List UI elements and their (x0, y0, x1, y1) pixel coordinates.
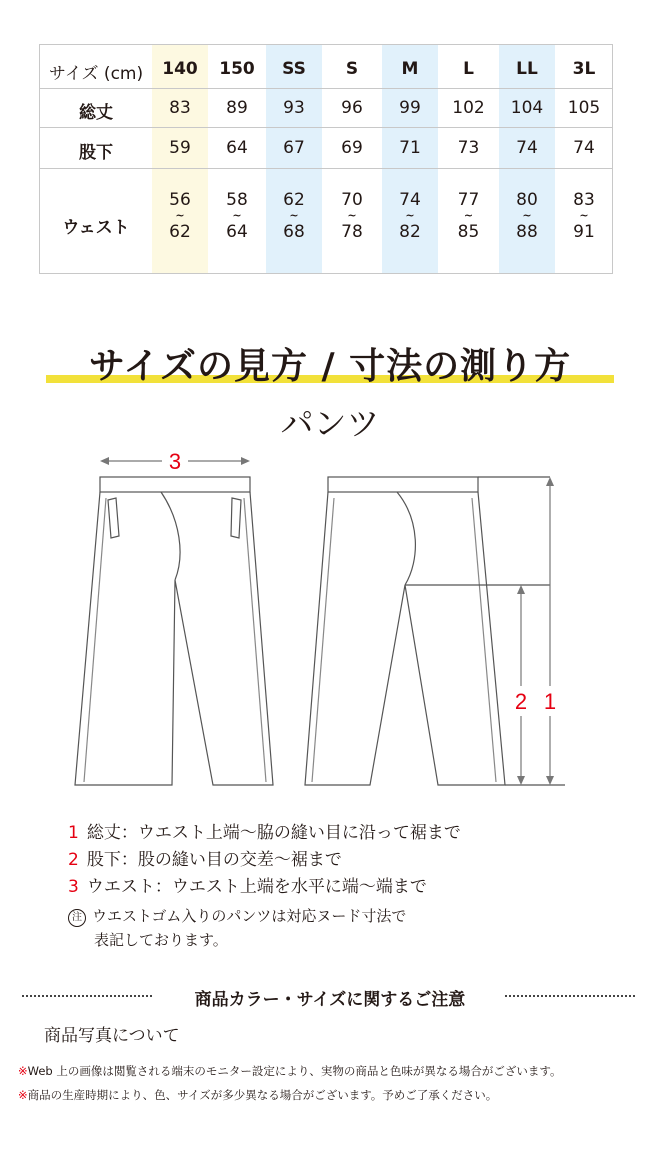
table-cell-range (438, 190, 499, 242)
dimension-3-label: 3 (168, 449, 182, 474)
legend-number: 2 (68, 850, 79, 870)
range-max: 85 (457, 222, 480, 242)
dimension-2-label: 2 (514, 689, 528, 714)
note-line-2: 表記しております。 (94, 931, 228, 949)
range-min: 62 (283, 190, 305, 210)
table-cell-range (152, 190, 208, 242)
table-corner-label: サイズ (cm) (48, 64, 144, 84)
dimension-2-arrow (514, 585, 528, 785)
dimension-1-arrow (543, 477, 557, 785)
table-cell: 74 (573, 138, 595, 158)
pants-front-illustration (75, 477, 273, 785)
legend-item-inseam (68, 845, 342, 870)
range-min: 77 (457, 190, 480, 210)
table-cell: 64 (226, 138, 248, 158)
range-mark: ~ (347, 209, 357, 222)
table-cell-range (322, 190, 382, 242)
range-mark: ~ (232, 209, 242, 222)
row-label-waist: ウェスト (62, 218, 130, 238)
range-max: 68 (283, 222, 305, 242)
fine-print-text: 商品の生産時期により、色、サイズが多少異なる場合がございます。予めご了承ください。 (27, 1088, 498, 1102)
legend-text: ウエスト：ウエスト上端を水平に端〜端まで (86, 877, 427, 897)
table-cell: 105 (567, 98, 601, 118)
range-mark: ~ (579, 209, 589, 222)
table-cell: 89 (226, 98, 248, 118)
table-cell: 93 (283, 98, 305, 118)
notice-heading: 商品カラー・サイズに関するご注意 (194, 990, 466, 1010)
notice-mark: ※ (18, 1088, 28, 1102)
fine-print-size (18, 1087, 497, 1103)
range-mark: ~ (463, 209, 474, 222)
legend-item-total-length (68, 818, 461, 843)
table-cell-range (208, 190, 266, 242)
range-min: 74 (399, 190, 421, 210)
range-max: 64 (226, 222, 248, 242)
notice-mark: ※ (18, 1064, 28, 1078)
legend-text: 股下：股の縫い目の交差〜裾まで (86, 850, 342, 870)
table-cell-range (382, 190, 438, 242)
measurement-note (68, 904, 406, 952)
dimension-1-label: 1 (543, 689, 557, 714)
table-cell: 96 (341, 98, 363, 118)
range-max: 78 (341, 222, 363, 242)
guide-subtitle: パンツ (280, 404, 380, 443)
row-label-total-length: 総丈 (79, 103, 113, 123)
row-divider (40, 168, 612, 169)
range-mark: ~ (522, 209, 532, 222)
legend-number: 3 (68, 877, 79, 897)
guide-title: サイズの見方 / 寸法の測り方 (88, 346, 572, 387)
range-mark: ~ (289, 209, 299, 222)
legend-number: 1 (68, 823, 79, 843)
range-max: 91 (573, 222, 595, 242)
size-header: M (401, 59, 419, 79)
range-max: 82 (399, 222, 421, 242)
pants-back-illustration (305, 477, 505, 785)
table-cell-range (499, 190, 555, 242)
table-cell: 69 (341, 138, 363, 158)
table-cell: 74 (516, 138, 538, 158)
size-header: SS (282, 59, 306, 79)
table-cell: 99 (399, 98, 421, 118)
size-header: 140 (162, 59, 198, 79)
fine-print-color (18, 1063, 561, 1079)
table-cell: 102 (452, 98, 485, 118)
range-max: 88 (516, 222, 538, 242)
row-divider (40, 127, 612, 128)
table-cell: 104 (510, 98, 544, 118)
note-mark: 注 (68, 909, 86, 927)
table-cell: 59 (169, 138, 191, 158)
size-header: 150 (219, 59, 255, 79)
range-min: 83 (573, 190, 595, 210)
range-min: 80 (516, 190, 538, 210)
size-header: LL (516, 59, 538, 79)
fine-print-text: Web 上の画像は閲覧される端末のモニター設定により、実物の商品と色味が異なる場合がございます。 (27, 1064, 562, 1078)
size-header: S (345, 59, 359, 79)
range-mark: ~ (175, 209, 185, 222)
table-cell: 67 (283, 138, 305, 158)
photo-note-title: 商品写真について (44, 1026, 180, 1046)
size-header: L (463, 59, 474, 79)
table-cell-range (555, 190, 613, 242)
table-cell: 83 (169, 98, 191, 118)
size-table (39, 44, 613, 274)
range-mark: ~ (405, 209, 415, 222)
range-min: 56 (169, 190, 191, 210)
note-line-1: ウエストゴム入りのパンツは対応ヌード寸法で (92, 907, 407, 925)
row-label-inseam: 股下 (79, 143, 113, 163)
pants-measurement-diagram (0, 440, 660, 800)
legend-text: 総丈：ウエスト上端〜脇の縫い目に沿って裾まで (86, 823, 461, 843)
range-min: 70 (341, 190, 363, 210)
range-min: 58 (226, 190, 248, 210)
row-divider (40, 88, 612, 89)
table-cell-range (266, 190, 322, 242)
table-cell: 73 (457, 138, 480, 158)
table-cell: 71 (399, 138, 421, 158)
size-header: 3L (572, 59, 596, 79)
range-max: 62 (169, 222, 191, 242)
legend-item-waist (68, 872, 427, 897)
